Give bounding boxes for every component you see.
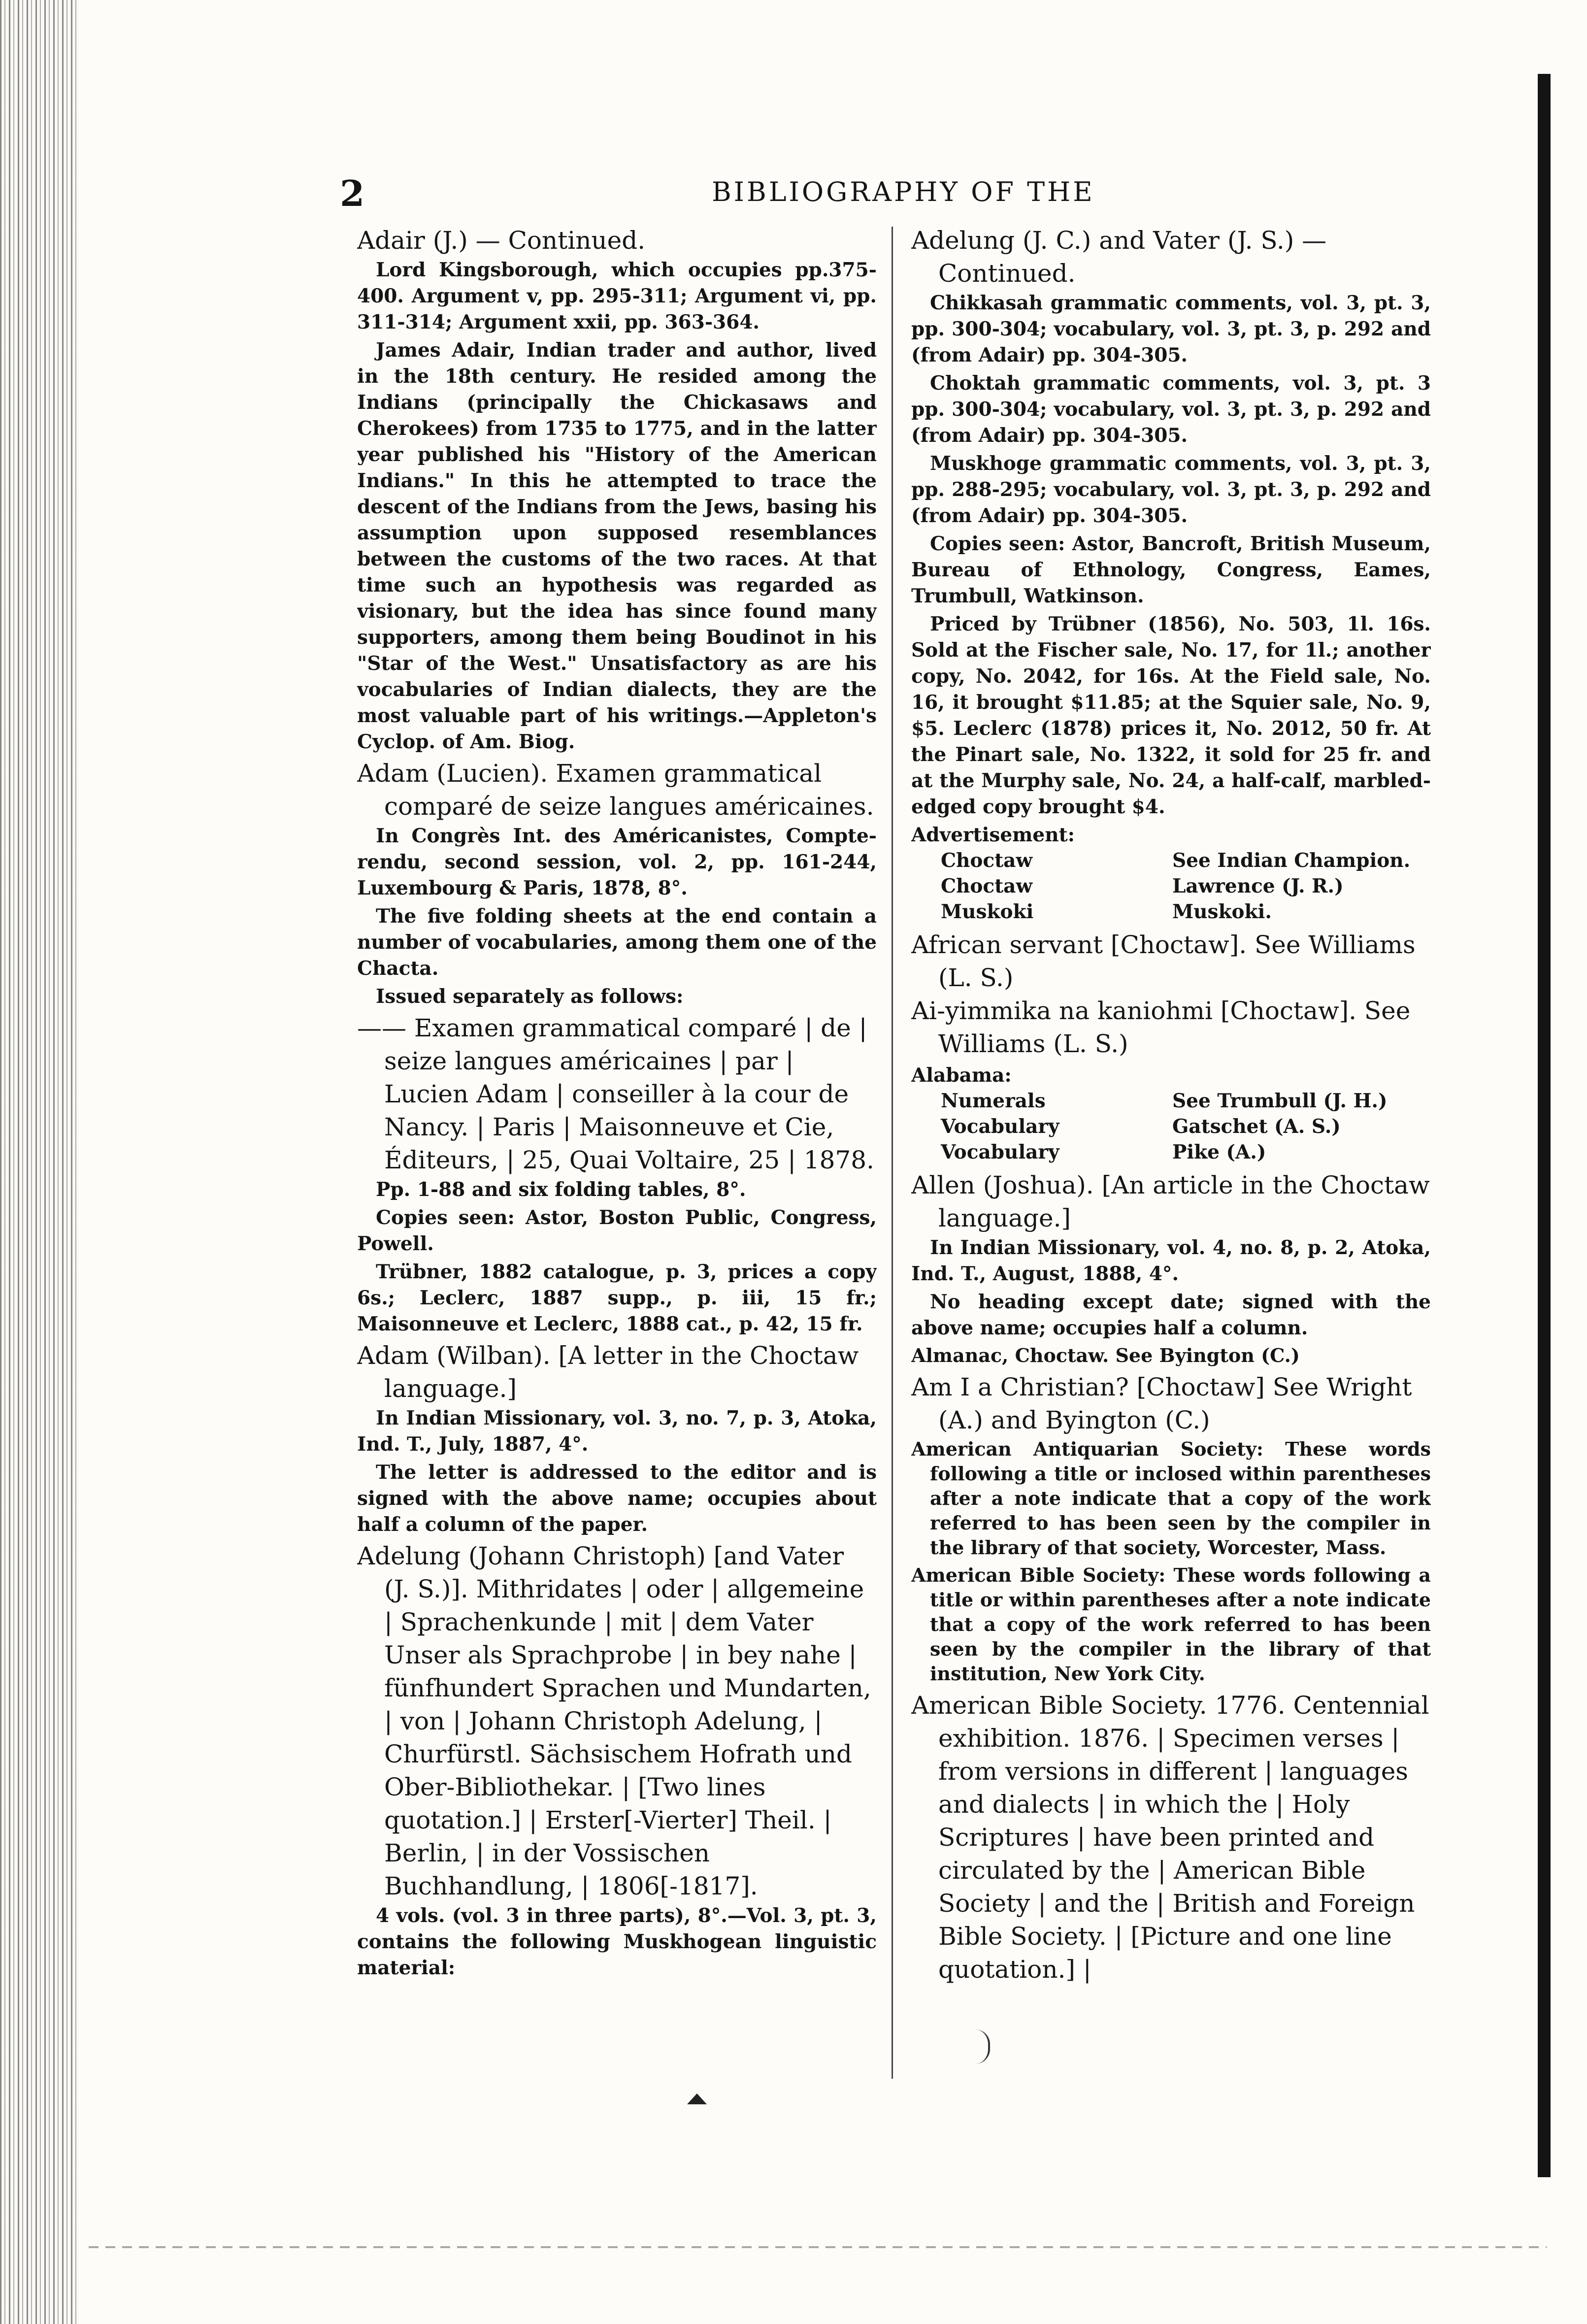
table-row [911,1088,1431,1114]
entry-text: The five folding sheets at the end contain a number of vocabularies, among them one of the Chacta. [357,905,877,980]
entry-heading-adam-lucien: Adam (Lucien). Examen grammatical comparé de seize langues américaines. [357,759,874,821]
entry-text: Trübner, 1882 catalogue, p. 3, prices a copy 6s.; Leclerc, 1887 supp., p. iii, 15 fr.; Maisonneuve et Leclerc, 1888 cat., p. 42, 15 fr. [357,1261,877,1335]
scan-edge-bottom [89,2246,1547,2248]
scan-edge-left [0,0,79,2324]
table-cell: See Indian Champion. [1172,849,1411,872]
note-american-bible-society: American Bible Society: These words following a title or within parentheses after a note indicate that a copy of the work referred to has been seen by the compiler in the library of that institution, New York City. [911,1564,1431,1685]
table-cell: Numerals [941,1090,1046,1112]
entry-text: Chikkasah grammatic comments, vol. 3, pt. 3, pp. 300-304; vocabulary, vol. 3, pt. 3, p. 292 and (from Adair) pp. 304-305. [911,292,1431,366]
alabama-label: Alabama: [911,1064,1012,1087]
entry-heading-adelung-continued: Adelung (J. C.) and Vater (J. S.) — Continued. [911,226,1327,288]
advertisement-label: Advertisement: [911,824,1075,846]
entry-heading-american-bible-society: American Bible Society. 1776. Centennial exhibition. 1876. | Specimen verses | from versions in different | languages and dialects | in which the | Holy Scriptures | have been printed and circulated by the | American Bible Society | and the | British and Foreign Bible Society. | [Picture and one line quotation.] | [911,1691,1429,1984]
entry-heading-adam-wilban: Adam (Wilban). [A letter in the Choctaw language.] [357,1341,859,1403]
entry-heading-african-servant: African servant [Choctaw]. See Williams (L. S.) [911,930,1416,992]
running-title: BIBLIOGRAPHY OF THE [712,176,1095,207]
table-row [911,1114,1431,1139]
entry-text: Lord Kingsborough, which occupies pp.375-400. Argument v, pp. 295-311; Argument vi, pp. 311-314; Argument xxii, pp. 363-364. [357,259,877,333]
entry-text: Issued separately as follows: [376,985,684,1008]
scan-edge-right [1538,74,1551,2177]
note-american-antiquarian-society: American Antiquarian Society: These words following a title or inclosed within parentheses after a note indicate that a copy of the work referred to has been seen by the compiler in the library of that society, Worcester, Mass. [911,1438,1431,1559]
alabama-table [911,1088,1431,1165]
entry-text: Choktah grammatic comments, vol. 3, pt. 3 pp. 300-304; vocabulary, vol. 3, pt. 3, p. 292 and (from Adair) pp. 304-305. [911,372,1431,447]
page-header [340,172,1587,212]
entry-text: In Indian Missionary, vol. 4, no. 8, p. 2, Atoka, Ind. T., August, 1888, 4°. [911,1236,1431,1285]
column-divider [892,227,893,2079]
entry-heading-adelung: Adelung (Johann Christoph) [and Vater (J. S.)]. Mithridates | oder | allgemeine | Sprachenkunde | mit | dem Vater Unser als Sprachprobe | in bey nahe | fünfhundert Sprachen und Mundarten, | von | Johann Christoph Adelung, | Churfürstl. Sächsischem Hofrath und Ober-Bibliothekar. | [Two lines quotation.] | Erster[-Vierter] Theil. | [357,1542,871,1834]
page-number: 2 [340,172,365,214]
advertisement-table [911,848,1431,925]
entry-text: No heading except date; signed with the above name; occupies half a column. [911,1291,1431,1339]
table-cell: Muskoki [941,900,1034,923]
table-cell: See Trumbull (J. H.) [1172,1090,1388,1112]
entry-heading-ai-yimmika: Ai-yimmika na kaniohmi [Choctaw]. See Williams (L. S.) [911,996,1411,1058]
table-cell: Gatschet (A. S.) [1172,1115,1341,1138]
entry-text: Pp. 1-88 and six folding tables, 8°. [376,1178,746,1201]
table-row [911,1139,1431,1165]
entry-text: Copies seen: Astor, Bancroft, British Museum, Bureau of Ethnology, Congress, Eames, Trumbull, Watkinson. [911,532,1431,607]
entry-heading-examen: —— Examen grammatical comparé | de | seize langues américaines | par | Lucien Adam | conseiller à la cour de Nancy. | Paris | Maisonneuve et Cie, Éditeurs, | 25, Quai Voltaire, 25 | 1878. [357,1014,874,1174]
entry-heading-allen: Allen (Joshua). [An article in the Choctaw language.] [911,1171,1430,1232]
entry-text: Priced by Trübner (1856), No. 503, 1l. 16s. Sold at the Fischer sale, No. 17, for 1l.; another copy, No. 2042, for 16s. At the Field sale, No. 16, it brought $11.85; at the Squier sale, No. 9, $5. Leclerc (1878) prices it, No. 2012, 50 fr. At the Pinart sale, No. 1322, it sold for 25 fr. and at the Murphy sale, No. 24, a half-calf, marbled-edged copy brought $4. [911,613,1431,818]
table-cell: Vocabulary [941,1141,1059,1163]
entry-almanac: Almanac, Choctaw. See Byington (C.) [911,1344,1300,1366]
right-column [911,224,1431,2170]
entry-text: James Adair, Indian trader and author, lived in the 18th century. He resided among the Indians (principally the Chickasaws and Cherokees) from 1735 to 1775, and in the latter year published his "History of the American Indians." In this he attempted to trace the descent of the Indians from the Jews, basing his assumption upon supposed resemblances between the customs of the two races. At that time such an hypothesis was regarded as visionary, but the idea has since found many supporters, among them being Boudinot in his "Star of the West." Unsatisfactory as are his vocabularies of Indian dialects, they are the most valuable part of his writings.—Appleton's Cyclop. of Am. Biog. [357,339,877,753]
table-cell: Pike (A.) [1172,1141,1266,1163]
table-row [911,873,1431,899]
table-cell: Vocabulary [941,1115,1059,1138]
entry-heading-am-i-a-christian: Am I a Christian? [Choctaw] See Wright (A.) and Byington (C.) [911,1373,1412,1434]
table-row [911,848,1431,873]
table-cell: Muskoki. [1172,900,1272,923]
table-row [911,899,1431,925]
entry-text: In Congrès Int. des Américanistes, Compte-rendu, second session, vol. 2, pp. 161-244, Luxembourg & Paris, 1878, 8°. [357,825,877,899]
entry-heading-adair: Adair (J.) — Continued. [357,226,646,255]
left-column [357,224,877,2170]
table-cell: Lawrence (J. R.) [1172,875,1344,897]
entry-text: Copies seen: Astor, Boston Public, Congress, Powell. [357,1206,877,1255]
table-cell: Choctaw [941,875,1033,897]
entry-text: 4 vols. (vol. 3 in three parts), 8°.—Vol. 3, pt. 3, contains the following Muskhogean linguistic material: [357,1904,877,1979]
entry-text: In Indian Missionary, vol. 3, no. 7, p. 3, Atoka, Ind. T., July, 1887, 4°. [357,1407,877,1456]
table-cell: Choctaw [941,849,1033,872]
entry-text: Muskhoge grammatic comments, vol. 3, pt. 3, pp. 288-295; vocabulary, vol. 3, pt. 3, p. 292 and (from Adair) pp. 304-305. [911,452,1431,527]
entry-imprint: Berlin, | in der Vossischen Buchhandlung, | 1806[-1817]. [384,1839,758,1900]
entry-text: The letter is addressed to the editor and is signed with the above name; occupies about half a column of the paper. [357,1461,877,1536]
